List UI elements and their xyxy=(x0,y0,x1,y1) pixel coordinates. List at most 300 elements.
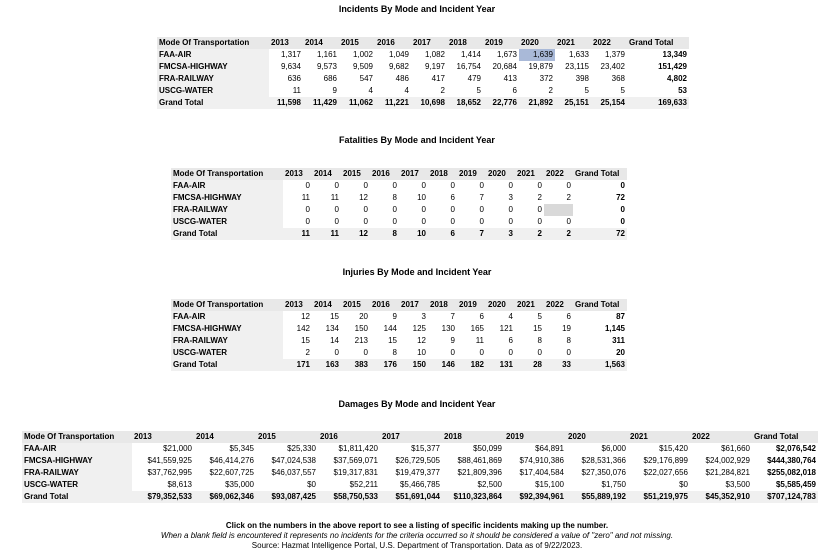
column-header-year: 2019 xyxy=(457,299,486,311)
value-cell[interactable]: $3,500 xyxy=(725,480,750,489)
value-cell[interactable]: 11 xyxy=(283,228,312,240)
value-cell[interactable]: $35,000 xyxy=(225,480,254,489)
value-cell[interactable]: $50,099 xyxy=(473,444,502,453)
grand-total-cell[interactable]: 311 xyxy=(612,336,625,345)
value-cell[interactable]: 3 xyxy=(421,312,426,321)
row-label: FMCSA-HIGHWAY xyxy=(171,192,283,204)
value-cell[interactable]: 7 xyxy=(450,312,455,321)
grand-total-cell[interactable]: 87 xyxy=(616,312,625,321)
injuries-table xyxy=(171,299,627,371)
row-label: Grand Total xyxy=(171,228,283,240)
column-header-year: 2019 xyxy=(504,431,566,443)
value-cell[interactable]: 1,633 xyxy=(568,50,589,59)
value-cell[interactable]: 25,154 xyxy=(591,97,627,109)
value-cell[interactable]: $51,219,975 xyxy=(628,491,690,503)
grand-total-cell[interactable]: $444,380,764 xyxy=(767,456,816,465)
value-cell[interactable]: $19,479,377 xyxy=(395,468,440,477)
value-cell[interactable]: 0 xyxy=(450,205,455,214)
value-cell[interactable]: 213 xyxy=(354,336,368,345)
value-cell[interactable]: 144 xyxy=(383,324,397,333)
value-cell[interactable]: 1,673 xyxy=(496,50,517,59)
table-row xyxy=(171,204,627,216)
table-row xyxy=(22,467,818,479)
value-cell[interactable]: $37,569,071 xyxy=(333,456,378,465)
value-cell[interactable]: $55,889,192 xyxy=(566,491,628,503)
value-cell[interactable]: 9 xyxy=(450,336,455,345)
table-row xyxy=(171,347,627,359)
value-cell[interactable]: 20 xyxy=(359,312,368,321)
column-header-year: 2016 xyxy=(370,299,399,311)
fatalities-title: Fatalities By Mode and Incident Year xyxy=(339,135,495,145)
table-row xyxy=(157,73,689,85)
value-cell[interactable]: $0 xyxy=(679,480,688,489)
value-cell[interactable]: 3 xyxy=(486,228,515,240)
row-label: USCG-WATER xyxy=(22,479,132,491)
value-cell[interactable]: 130 xyxy=(441,324,455,333)
value-cell[interactable]: $92,394,961 xyxy=(504,491,566,503)
grand-total-cell[interactable]: $2,076,542 xyxy=(775,444,816,453)
row-label: USCG-WATER xyxy=(157,85,269,97)
row-label: FMCSA-HIGHWAY xyxy=(157,61,269,73)
column-header-year: 2020 xyxy=(566,431,628,443)
value-cell[interactable]: 0 xyxy=(508,348,513,357)
value-cell[interactable]: $79,352,533 xyxy=(132,491,194,503)
value-cell[interactable]: $22,607,725 xyxy=(209,468,254,477)
value-cell[interactable]: 3 xyxy=(508,193,513,202)
value-cell[interactable]: 131 xyxy=(486,359,515,371)
grand-total-cell[interactable]: 151,429 xyxy=(658,62,687,71)
column-header-mode: Mode Of Transportation xyxy=(22,431,132,443)
footer-click-note: Click on the numbers in the above report to see a listing of specific incidents making up the number. xyxy=(225,521,609,530)
value-cell[interactable]: 0 xyxy=(421,205,426,214)
table-row xyxy=(171,335,627,347)
column-header-year: 2018 xyxy=(442,431,504,443)
column-header-year: 2015 xyxy=(341,168,370,180)
grand-total-cell[interactable]: $5,585,459 xyxy=(775,480,816,489)
value-cell[interactable]: 12 xyxy=(341,228,370,240)
value-cell[interactable]: 1,002 xyxy=(352,50,373,59)
value-cell[interactable]: $8,613 xyxy=(167,480,192,489)
table-row xyxy=(157,49,689,61)
value-cell[interactable]: 1,379 xyxy=(604,50,625,59)
value-cell[interactable]: $6,000 xyxy=(601,444,626,453)
value-cell[interactable]: 1,414 xyxy=(460,50,481,59)
value-cell[interactable]: $46,414,276 xyxy=(209,456,254,465)
value-cell[interactable]: $22,027,656 xyxy=(643,468,688,477)
grand-total-cell[interactable]: 53 xyxy=(678,86,687,95)
value-cell[interactable]: 9,197 xyxy=(424,62,445,71)
grand-total-row xyxy=(22,491,818,503)
value-cell[interactable]: 15 xyxy=(301,336,310,345)
footer-source: Source: Hazmat Intelligence Portal, U.S. Department of Transportation. Data as of 9/22/2023. xyxy=(251,541,583,550)
value-cell[interactable]: 0 xyxy=(508,217,513,226)
value-cell[interactable]: 10 xyxy=(417,193,426,202)
column-header-year: 2020 xyxy=(486,168,515,180)
column-header-grand-total: Grand Total xyxy=(573,168,627,180)
value-cell[interactable]: 2 xyxy=(544,228,573,240)
column-header-year: 2017 xyxy=(399,168,428,180)
value-cell[interactable]: $88,461,869 xyxy=(457,456,502,465)
value-cell[interactable]: 19,879 xyxy=(528,62,553,71)
value-cell[interactable]: 0 xyxy=(566,348,571,357)
value-cell[interactable]: 19 xyxy=(562,324,571,333)
value-cell[interactable]: 11 xyxy=(301,193,310,202)
value-cell[interactable]: 6 xyxy=(428,228,457,240)
value-cell[interactable]: 4 xyxy=(508,312,513,321)
value-cell[interactable]: $58,750,533 xyxy=(318,491,380,503)
value-cell[interactable]: 6 xyxy=(566,312,571,321)
value-cell[interactable]: 15 xyxy=(533,324,542,333)
value-cell[interactable]: 11 xyxy=(475,336,484,345)
column-header-year: 2017 xyxy=(411,37,447,49)
table-row xyxy=(171,192,627,204)
value-cell[interactable]: 11 xyxy=(312,228,341,240)
grand-total-cell[interactable]: 72 xyxy=(573,228,627,240)
value-cell[interactable]: 11 xyxy=(330,193,339,202)
value-cell[interactable]: 142 xyxy=(296,324,310,333)
table-row xyxy=(22,455,818,467)
column-header-year: 2013 xyxy=(283,299,312,311)
value-cell[interactable]: $25,330 xyxy=(287,444,316,453)
value-cell[interactable]: 10 xyxy=(417,348,426,357)
value-cell[interactable]: 8 xyxy=(392,193,397,202)
value-cell[interactable]: 125 xyxy=(412,324,426,333)
value-cell[interactable]: 686 xyxy=(323,74,337,83)
value-cell[interactable]: 0 xyxy=(392,181,397,190)
column-header-year: 2022 xyxy=(544,168,573,180)
grand-total-cell[interactable]: $707,124,783 xyxy=(752,491,818,503)
column-header-year: 2016 xyxy=(375,37,411,49)
value-cell[interactable]: 0 xyxy=(566,181,571,190)
value-cell[interactable]: 1,161 xyxy=(316,50,337,59)
value-cell[interactable]: 11,221 xyxy=(375,97,411,109)
value-cell[interactable]: 16,754 xyxy=(456,62,481,71)
value-cell[interactable]: 398 xyxy=(575,74,589,83)
grand-total-cell[interactable]: 0 xyxy=(620,181,625,190)
value-cell[interactable]: 0 xyxy=(334,348,339,357)
column-header-year: 2021 xyxy=(515,299,544,311)
value-cell[interactable]: 150 xyxy=(354,324,368,333)
column-header-grand-total: Grand Total xyxy=(627,37,689,49)
fatalities-table xyxy=(171,168,627,240)
value-cell[interactable]: 0 xyxy=(392,205,397,214)
row-label: USCG-WATER xyxy=(171,347,283,359)
value-cell[interactable]: 0 xyxy=(537,181,542,190)
injuries-title: Injuries By Mode and Incident Year xyxy=(342,267,492,277)
value-cell[interactable]: $5,466,785 xyxy=(399,480,440,489)
value-cell[interactable]: 2 xyxy=(548,86,553,95)
value-cell[interactable] xyxy=(544,204,573,216)
value-cell[interactable]: $69,062,346 xyxy=(194,491,256,503)
column-header-year: 2014 xyxy=(194,431,256,443)
value-cell[interactable]: 134 xyxy=(325,324,339,333)
value-cell[interactable]: 10,698 xyxy=(411,97,447,109)
value-cell[interactable]: 2 xyxy=(515,228,544,240)
grand-total-row xyxy=(157,97,689,109)
grand-total-cell[interactable]: 13,349 xyxy=(662,50,687,59)
incidents-title: Incidents By Mode and Incident Year xyxy=(338,4,496,14)
value-cell[interactable]: $28,531,366 xyxy=(581,456,626,465)
value-cell[interactable]: 11 xyxy=(292,86,301,95)
column-header-mode: Mode Of Transportation xyxy=(157,37,269,49)
value-cell[interactable]: 6 xyxy=(450,193,455,202)
value-cell[interactable]: 0 xyxy=(305,217,310,226)
value-cell[interactable]: 163 xyxy=(312,359,341,371)
value-cell[interactable]: 0 xyxy=(363,348,368,357)
column-header-year: 2022 xyxy=(544,299,573,311)
value-cell[interactable]: 12 xyxy=(417,336,426,345)
column-header-year: 2014 xyxy=(312,299,341,311)
value-cell[interactable]: 1,049 xyxy=(388,50,409,59)
row-label: FAA-AIR xyxy=(22,443,132,455)
value-cell[interactable]: $19,317,831 xyxy=(333,468,378,477)
value-cell[interactable]: $0 xyxy=(307,480,316,489)
incidents-table xyxy=(157,37,689,109)
value-cell[interactable]: 0 xyxy=(392,217,397,226)
column-header-year: 2022 xyxy=(591,37,627,49)
value-cell[interactable]: $24,002,929 xyxy=(705,456,750,465)
value-cell[interactable]: $26,729,505 xyxy=(395,456,440,465)
value-cell[interactable]: 18,652 xyxy=(447,97,483,109)
table-row xyxy=(171,311,627,323)
row-label: FAA-AIR xyxy=(157,49,269,61)
value-cell[interactable]: $61,660 xyxy=(721,444,750,453)
value-cell[interactable]: 0 xyxy=(450,181,455,190)
column-header-year: 2016 xyxy=(370,168,399,180)
value-cell[interactable]: 0 xyxy=(479,348,484,357)
value-cell[interactable]: 4 xyxy=(368,86,373,95)
value-cell[interactable]: 6 xyxy=(508,336,513,345)
value-cell[interactable]: 486 xyxy=(395,74,409,83)
value-cell[interactable]: 0 xyxy=(566,217,571,226)
value-cell[interactable]: 165 xyxy=(470,324,484,333)
value-cell[interactable]: 0 xyxy=(421,181,426,190)
value-cell[interactable]: 0 xyxy=(537,205,542,214)
column-header-year: 2019 xyxy=(457,168,486,180)
value-cell[interactable]: 417 xyxy=(431,74,445,83)
table-row xyxy=(22,443,818,455)
value-cell[interactable]: 9,509 xyxy=(352,62,373,71)
table-row xyxy=(171,323,627,335)
value-cell[interactable]: 10 xyxy=(399,228,428,240)
value-cell[interactable]: $74,910,386 xyxy=(519,456,564,465)
value-cell[interactable]: 0 xyxy=(479,217,484,226)
column-header-year: 2017 xyxy=(380,431,442,443)
grand-total-cell[interactable]: 169,633 xyxy=(627,97,689,109)
value-cell[interactable]: 368 xyxy=(611,74,625,83)
grand-total-cell[interactable]: 0 xyxy=(620,217,625,226)
value-cell[interactable]: 0 xyxy=(479,181,484,190)
value-cell[interactable]: 150 xyxy=(399,359,428,371)
value-cell[interactable]: 2 xyxy=(305,348,310,357)
column-header-grand-total: Grand Total xyxy=(573,299,627,311)
value-cell[interactable]: $21,284,821 xyxy=(705,468,750,477)
row-label: Grand Total xyxy=(171,359,283,371)
value-cell[interactable]: 413 xyxy=(503,74,517,83)
row-label: FAA-AIR xyxy=(171,180,283,192)
value-cell[interactable]: 121 xyxy=(499,324,513,333)
value-cell[interactable]: 4 xyxy=(404,86,409,95)
column-header-year: 2021 xyxy=(555,37,591,49)
column-header-mode: Mode Of Transportation xyxy=(171,299,283,311)
value-cell[interactable]: 0 xyxy=(305,181,310,190)
damages-title: Damages By Mode and Incident Year xyxy=(338,399,496,409)
row-label: Grand Total xyxy=(157,97,269,109)
value-cell[interactable]: 22,776 xyxy=(483,97,519,109)
column-header-year: 2020 xyxy=(486,299,515,311)
value-cell[interactable]: 547 xyxy=(359,74,373,83)
grand-total-row xyxy=(171,359,627,371)
value-cell[interactable]: 8 xyxy=(392,348,397,357)
grand-total-cell[interactable]: 20 xyxy=(616,348,625,357)
value-cell[interactable]: 6 xyxy=(479,312,484,321)
value-cell[interactable]: 5 xyxy=(584,86,589,95)
row-label: Grand Total xyxy=(22,491,132,503)
column-header-year: 2020 xyxy=(519,37,555,49)
grand-total-cell[interactable]: 0 xyxy=(620,205,625,214)
value-cell[interactable]: 0 xyxy=(363,181,368,190)
column-header-year: 2018 xyxy=(428,168,457,180)
value-cell[interactable]: 0 xyxy=(334,205,339,214)
value-cell[interactable]: 8 xyxy=(370,228,399,240)
value-cell[interactable]: 0 xyxy=(479,205,484,214)
value-cell[interactable]: $15,100 xyxy=(535,480,564,489)
grand-total-cell[interactable]: 4,802 xyxy=(666,74,687,83)
value-cell[interactable]: 2 xyxy=(440,86,445,95)
value-cell[interactable]: 0 xyxy=(334,181,339,190)
value-cell[interactable]: 479 xyxy=(467,74,481,83)
value-cell[interactable]: 15 xyxy=(388,336,397,345)
value-cell[interactable]: 0 xyxy=(450,348,455,357)
value-cell[interactable]: $21,809,396 xyxy=(457,468,502,477)
value-cell[interactable]: 8 xyxy=(537,336,542,345)
value-cell[interactable]: 372 xyxy=(539,74,553,83)
value-cell[interactable]: 8 xyxy=(566,336,571,345)
value-cell[interactable]: 21,892 xyxy=(519,97,555,109)
grand-total-cell[interactable]: 1,145 xyxy=(604,324,625,333)
value-cell[interactable]: 9 xyxy=(332,86,337,95)
value-cell[interactable]: 1,082 xyxy=(424,50,445,59)
value-cell[interactable]: 0 xyxy=(363,205,368,214)
value-cell[interactable]: $17,404,584 xyxy=(519,468,564,477)
value-cell[interactable]: $45,352,910 xyxy=(690,491,752,503)
value-cell[interactable]: $37,762,995 xyxy=(147,468,192,477)
value-cell[interactable]: $1,750 xyxy=(601,480,626,489)
value-cell[interactable]: 7 xyxy=(479,193,484,202)
value-cell[interactable]: 25,151 xyxy=(555,97,591,109)
value-cell[interactable]: $46,037,557 xyxy=(271,468,316,477)
value-cell[interactable]: $1,811,420 xyxy=(338,444,378,453)
value-cell[interactable]: $15,377 xyxy=(411,444,440,453)
column-header-year: 2014 xyxy=(312,168,341,180)
value-cell[interactable]: $47,024,538 xyxy=(271,456,316,465)
value-cell[interactable]: 23,115 xyxy=(565,62,589,71)
value-cell[interactable]: 1,639 xyxy=(519,49,555,61)
column-header-year: 2013 xyxy=(269,37,303,49)
value-cell[interactable]: 2 xyxy=(566,193,571,202)
value-cell[interactable]: 15 xyxy=(330,312,339,321)
value-cell[interactable]: 0 xyxy=(450,217,455,226)
footer-blank-note: When a blank field is encountered it represents no incidents for the criteria occurred so it should be considered a value of "zero" and not missing. xyxy=(160,531,674,540)
value-cell[interactable]: $21,000 xyxy=(163,444,192,453)
value-cell[interactable]: 9,682 xyxy=(388,62,409,71)
value-cell[interactable]: 0 xyxy=(537,217,542,226)
value-cell[interactable]: 0 xyxy=(334,217,339,226)
column-header-year: 2021 xyxy=(628,431,690,443)
value-cell[interactable]: 9,634 xyxy=(280,62,301,71)
value-cell[interactable]: 20,684 xyxy=(492,62,517,71)
value-cell[interactable]: 1,317 xyxy=(280,50,301,59)
column-header-grand-total: Grand Total xyxy=(752,431,818,443)
value-cell[interactable]: 146 xyxy=(428,359,457,371)
value-cell[interactable]: 0 xyxy=(421,217,426,226)
value-cell[interactable]: $27,350,076 xyxy=(581,468,626,477)
value-cell[interactable]: $64,891 xyxy=(535,444,564,453)
value-cell[interactable]: $15,420 xyxy=(659,444,688,453)
value-cell[interactable]: 33 xyxy=(544,359,573,371)
value-cell[interactable]: $51,691,044 xyxy=(380,491,442,503)
value-cell[interactable]: 9 xyxy=(392,312,397,321)
value-cell[interactable]: 5 xyxy=(476,86,481,95)
value-cell[interactable]: 2 xyxy=(537,193,542,202)
row-label: FMCSA-HIGHWAY xyxy=(171,323,283,335)
value-cell[interactable]: 12 xyxy=(301,312,310,321)
damages-table xyxy=(22,431,818,503)
grand-total-cell[interactable]: $255,082,018 xyxy=(767,468,816,477)
value-cell[interactable]: $41,559,925 xyxy=(147,456,192,465)
value-cell[interactable]: 11,598 xyxy=(269,97,303,109)
grand-total-cell[interactable]: 72 xyxy=(616,193,625,202)
value-cell[interactable]: 5 xyxy=(620,86,625,95)
value-cell[interactable]: $29,176,899 xyxy=(643,456,688,465)
value-cell[interactable]: 171 xyxy=(283,359,312,371)
column-header-year: 2018 xyxy=(447,37,483,49)
row-label: FMCSA-HIGHWAY xyxy=(22,455,132,467)
value-cell[interactable]: $2,500 xyxy=(477,480,502,489)
column-header-year: 2022 xyxy=(690,431,752,443)
value-cell[interactable]: 383 xyxy=(341,359,370,371)
value-cell[interactable]: 6 xyxy=(512,86,517,95)
value-cell[interactable]: 636 xyxy=(287,74,301,83)
value-cell[interactable]: 14 xyxy=(330,336,339,345)
value-cell[interactable]: 0 xyxy=(537,348,542,357)
column-header-year: 2019 xyxy=(483,37,519,49)
grand-total-row xyxy=(171,228,627,240)
value-cell[interactable]: 7 xyxy=(457,228,486,240)
value-cell[interactable]: 0 xyxy=(363,217,368,226)
value-cell[interactable]: 12 xyxy=(359,193,368,202)
value-cell[interactable]: 11,062 xyxy=(339,97,375,109)
value-cell[interactable]: 0 xyxy=(508,205,513,214)
row-label: FRA-RAILWAY xyxy=(22,467,132,479)
value-cell[interactable]: $93,087,425 xyxy=(256,491,318,503)
value-cell[interactable]: 0 xyxy=(508,181,513,190)
value-cell[interactable]: $5,345 xyxy=(229,444,254,453)
value-cell[interactable]: $52,211 xyxy=(349,480,378,489)
value-cell[interactable]: 28 xyxy=(515,359,544,371)
value-cell[interactable]: 0 xyxy=(305,205,310,214)
value-cell[interactable]: 182 xyxy=(457,359,486,371)
value-cell[interactable]: $110,323,864 xyxy=(442,491,504,503)
column-header-year: 2016 xyxy=(318,431,380,443)
row-label: FRA-RAILWAY xyxy=(171,204,283,216)
grand-total-cell[interactable]: 1,563 xyxy=(573,359,627,371)
value-cell[interactable]: 9,573 xyxy=(316,62,337,71)
value-cell[interactable]: 176 xyxy=(370,359,399,371)
value-cell[interactable]: 11,429 xyxy=(303,97,339,109)
value-cell[interactable]: 23,402 xyxy=(600,62,625,71)
value-cell[interactable]: 5 xyxy=(537,312,542,321)
